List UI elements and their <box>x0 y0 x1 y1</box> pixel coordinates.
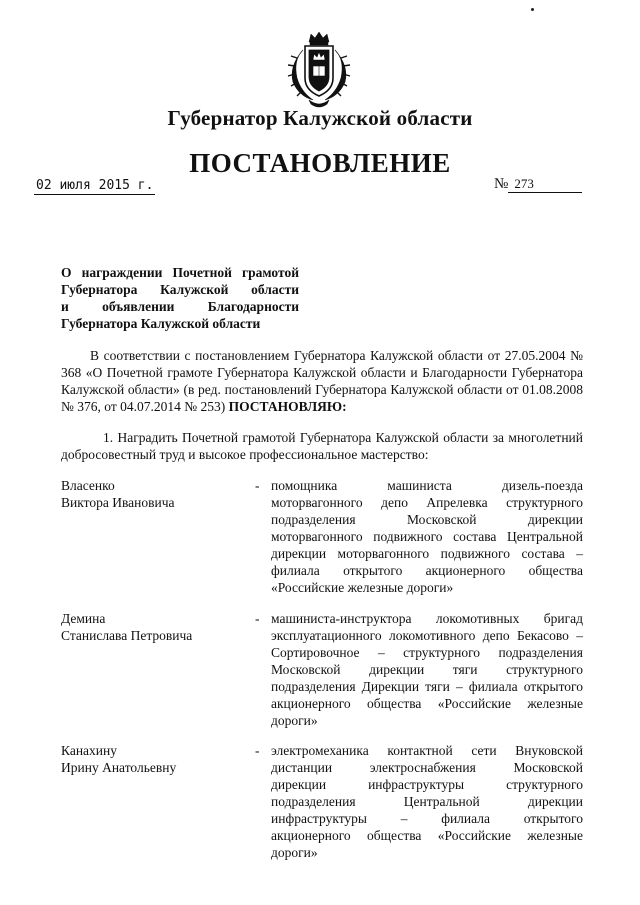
awardee-dash: - <box>255 478 260 493</box>
awardee-given-name: Станислава Петровича <box>61 628 193 643</box>
number-sign: № <box>494 176 509 192</box>
description-line: дороги» <box>271 713 318 728</box>
description-line: «Российские железные дороги» <box>271 580 454 595</box>
document-type-heading: ПОСТАНОВЛЕНИЕ <box>189 148 451 178</box>
awardee-dash: - <box>255 611 260 626</box>
awardee-name <box>61 610 241 644</box>
description-line: помощника машиниста дизель-поезда <box>271 478 583 493</box>
coat-of-arms-icon <box>283 30 355 110</box>
description-line: Сортировочное – структурного подразделения <box>271 645 583 660</box>
awardee-surname: Власенко <box>61 478 115 493</box>
description-line: акционерного общества «Российские железные <box>271 828 583 843</box>
description-line: акционерного общества «Российские железные <box>271 696 583 711</box>
awardee-given-name: Виктора Ивановича <box>61 495 175 510</box>
awardee-description <box>271 610 583 729</box>
description-line: подразделения Центральной дирекции <box>271 794 583 809</box>
awardee-name <box>61 477 241 511</box>
description-line: дирекции моторвагонного подвижного состава – <box>271 546 583 561</box>
subject-line: и объявлении Благодарности <box>61 299 299 314</box>
awardee-surname: Канахину <box>61 743 117 758</box>
document-number <box>494 176 582 193</box>
description-line: моторвагонного подвижного состава Центральной <box>271 529 583 544</box>
number-value: 273 <box>508 176 582 193</box>
speck-mark <box>531 8 534 11</box>
description-line: подразделения Московской дирекции <box>271 512 583 527</box>
document-date: 02 июля 2015 г. <box>36 178 154 193</box>
awardee-description <box>271 477 583 596</box>
description-line: электромеханика контактной сети Внуковской <box>271 743 583 758</box>
description-line: дороги» <box>271 845 318 860</box>
awardee-dash: - <box>255 743 260 758</box>
awardee-surname: Демина <box>61 611 106 626</box>
decree-keyword: ПОСТАНОВЛЯЮ: <box>228 399 347 414</box>
description-line: моторвагонного депо Апрелевка структурного <box>271 495 583 510</box>
preamble-paragraph <box>61 347 583 415</box>
awardee-description <box>271 742 583 861</box>
description-line: подразделения Дирекции тяги – филиала открытого <box>271 679 583 694</box>
awardee-name <box>61 742 241 776</box>
description-line: эксплуатационного локомотивного депо Бекасово – <box>271 628 583 643</box>
description-line: дистанции электроснабжения Московской <box>271 760 583 775</box>
awardee-given-name: Ирину Анатольевну <box>61 760 177 775</box>
issuer-title: Губернатор Калужской области <box>167 106 473 130</box>
subject-line: Губернатора Калужской области <box>61 282 299 297</box>
item-1-paragraph: 1. Наградить Почетной грамотой Губернатора Калужской области за многолетний добросовестный труд и высокое профессиональное мастерство: <box>61 430 583 462</box>
description-line: машиниста-инструктора локомотивных бригад <box>271 611 583 626</box>
description-line: Московской дирекции тяги структурного <box>271 662 583 677</box>
description-line: филиала открытого акционерного общества <box>271 563 583 578</box>
subject-line: Губернатора Калужской области <box>61 316 261 331</box>
subject-line: О награждении Почетной грамотой <box>61 265 299 280</box>
subject-block <box>61 264 299 332</box>
preamble-text: В соответствии с постановлением Губернатора Калужской области от 27.05.2004 № 368 «О Почетной грамоте Губернатора Калужской области и Благодарности Губернатора Калужской области» (в ред. постановлений Губернатора Калужской области от 01.08.2008 № 376, от 04.07.2014 № 253) <box>61 348 583 414</box>
description-line: инфраструктуры – филиала открытого <box>271 811 583 826</box>
description-line: дирекции инфраструктуры структурного <box>271 777 583 792</box>
